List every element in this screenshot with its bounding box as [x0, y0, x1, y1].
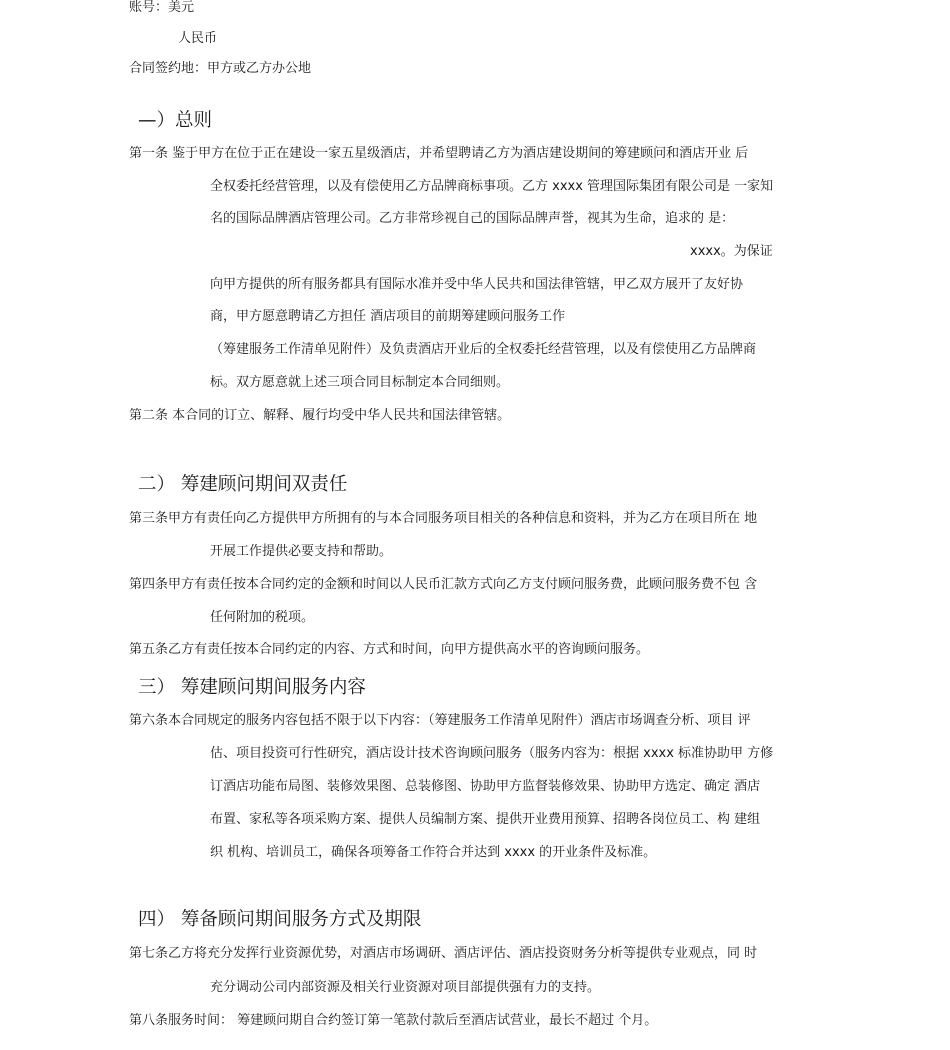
currency-line: 人民币: [178, 31, 218, 46]
article-2: 第二条 本合同的订立、解释、履行均受中华人民共和国法律管辖。: [129, 408, 511, 423]
section-heading-general: —）总则: [138, 110, 213, 131]
signing-place-line: 合同签约地：甲方或乙方办公地: [129, 61, 312, 76]
article-6-line: 布置、家私等各项采购方案、提供人员编制方案、提供开业费用预算、招聘各岗位员工、构 建组: [210, 812, 761, 827]
section-heading-service-content: 三） 筹建顾问期间服务内容: [138, 677, 366, 698]
article-7-line: 充分调动公司内部资源及相关行业资源对项目部提供强有力的支持。: [210, 980, 601, 995]
article-6-line: 订酒店功能布局图、装修效果图、总装修图、协助甲方监督装修效果、协助甲方选定、确定 酒店: [210, 779, 761, 794]
article-6-line: 估、项目投资可行性研究，酒店设计技术咨询顾问服务（服务内容为：根据 xxxx 标准协助甲 方修: [210, 746, 774, 761]
article-1-line: xxxx。为保证: [690, 244, 773, 259]
article-6-line: 织 机构、培训员工，确保各项筹备工作符合并达到 xxxx 的开业条件及标准。: [210, 845, 657, 860]
account-line: 账号：美元: [129, 0, 195, 15]
article-5: 第五条乙方有责任按本合同约定的内容、方式和时间，向甲方提供高水平的咨询顾问服务。: [129, 642, 650, 657]
article-1-line: （筹建服务工作清单见附件）及负责酒店开业后的全权委托经营管理，以及有偿使用乙方品牌商: [210, 342, 757, 357]
article-6-line: 第六条本合同规定的服务内容包括不限于以下内容：（筹建服务工作清单见附件）酒店市场调查分析、项目 评: [129, 713, 751, 728]
article-4-line: 第四条甲方有责任按本合同约定的金额和时间以人民币汇款方式向乙方支付顾问服务费，此顾问服务费不包 含: [129, 577, 758, 592]
article-3-line: 开展工作提供必要支持和帮助。: [210, 544, 393, 559]
article-8: 第八条服务时间： 筹建顾问期自合约签订第一笔款付款后至酒店试营业，最长不超过 个月。: [129, 1013, 658, 1028]
article-3-line: 第三条甲方有责任向乙方提供甲方所拥有的与本合同服务项目相关的各种信息和资料，并为乙方在项目所在 地: [129, 511, 758, 526]
article-1-line: 标。双方愿意就上述三项合同目标制定本合同细则。: [210, 375, 510, 390]
article-1-line: 名的国际品牌酒店管理公司。乙方非常珍视自己的国际品牌声誉，视其为生命，追求的 是：: [210, 211, 735, 226]
section-heading-responsibilities: 二） 筹建顾问期间双责任: [138, 474, 348, 495]
article-1-line: 商，甲方愿意聘请乙方担任 酒店项目的前期筹建顾问服务工作: [210, 309, 566, 324]
article-1-line: 第一条 鉴于甲方在位于正在建设一家五星级酒店，并希望聘请乙方为酒店建设期间的筹建顾问和酒店开业 后: [129, 146, 749, 161]
section-heading-service-method: 四） 筹备顾问期间服务方式及期限: [138, 909, 422, 930]
article-7-line: 第七条乙方将充分发挥行业资源优势，对酒店市场调研、酒店评估、酒店投资财务分析等提供专业观点，同 时: [129, 946, 758, 961]
article-4-line: 任何附加的税项。: [210, 610, 315, 625]
article-1-line: 全权委托经营管理，以及有偿使用乙方品牌商标事项。乙方 xxxx 管理国际集团有限公司是 一家知: [210, 179, 774, 194]
article-1-line: 向甲方提供的所有服务都具有国际水准并受中华人民共和国法律管辖，甲乙双方展开了友好协: [210, 277, 744, 292]
